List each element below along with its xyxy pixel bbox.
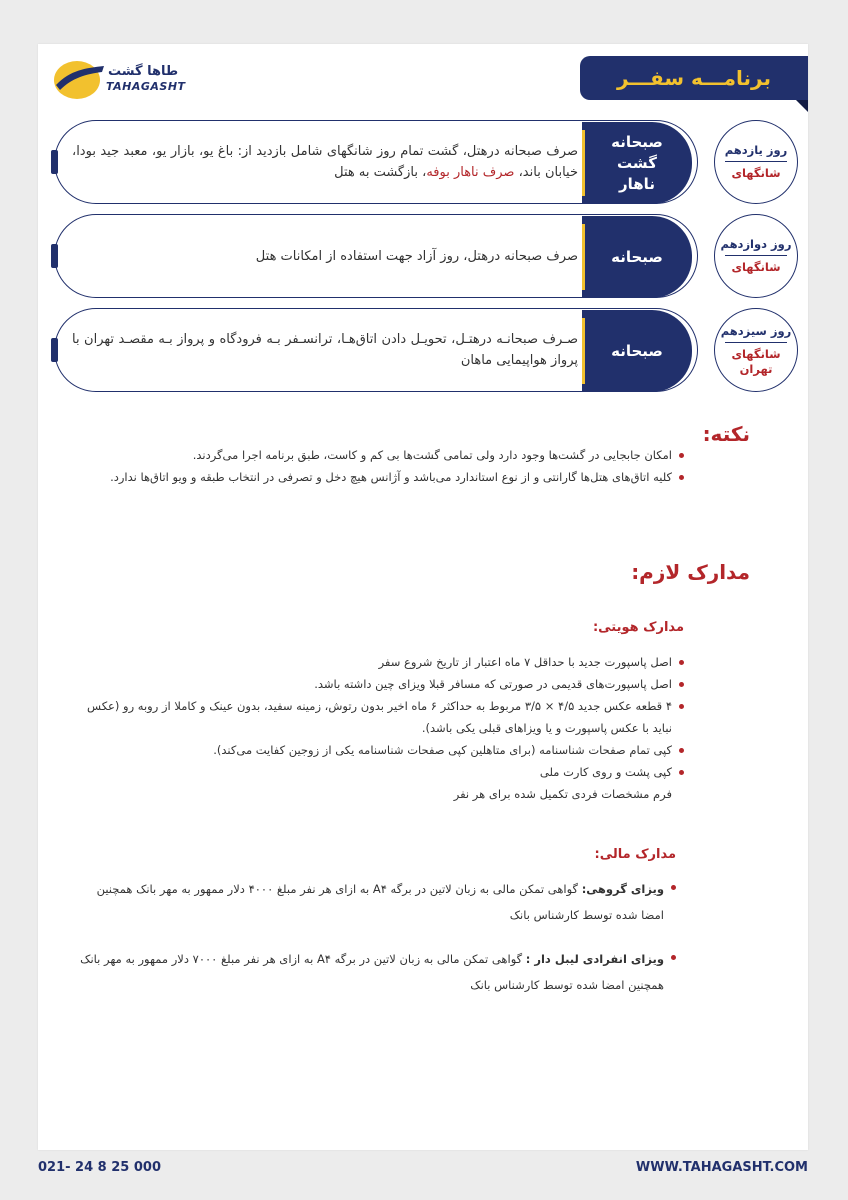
meal-text: صبحانه گشت ناهار [611,132,663,193]
footer-phone[interactable]: 021- 24 8 25 000 [38,1160,161,1175]
description-text: صرف صبحانه درهتل، گشت تمام روز شانگهای شامل بازدید از: باغ یو، بازار یو، معبد جید بودا، خیابان باند، [72,144,578,180]
day-city: شانگهای تهران [731,346,781,376]
day-city: شانگهای [731,260,781,274]
description-text-end: ، بازگشت به هتل [334,165,427,180]
identity-document-extra: فرم مشخصات فردی تکمیل شده برای هر نفر [453,787,672,801]
identity-document-item: ۴ قطعه عکس جدید ۴/۵ × ۳/۵ مربوط به حداکثر ۶ ماه اخیر بدون رتوش، زمینه سفید، بدون عینک و کاملا از روبه رو (عکس نباید با عکس پاسپورت و یا ویزاهای قبلی یکی باشد). [74,695,686,739]
day-divider [725,161,787,162]
financial-item-text: گواهی تمکن مالی به زبان لاتین در برگه A۴ به ازای هر نفر مبلغ ۴۰۰۰ دلار ممهور به مهر بانک همچنین امضا شده توسط کارشناس بانک [96,882,664,922]
financial-document-item [78,876,678,928]
identity-document-item: کپی پشت و روی کارت ملی [74,761,686,783]
financial-item-label: ویزای گروهی: [581,882,664,896]
meal-text: صبحانه [611,247,663,266]
financial-documents-list [78,876,678,998]
day-description [72,214,578,298]
day-row [50,120,808,208]
logo-mark-icon [52,58,106,102]
description-highlight: صرف ناهار بوفه [426,165,515,180]
description-text: صـرف صبحانـه درهتـل، تحویـل دادن اتاق‌هـا، ترانسـفر بـه فرودگاه و پرواز بـه مقصـد تهران با پرواز هواپیمایی ماهان [72,332,578,368]
day-label: روز یازدهم [724,143,788,157]
note-item: کلیه اتاق‌های هتل‌ها گارانتی و از نوع استاندارد می‌باشد و آژانس هیچ دخل و تصرفی در انتخاب طبقه و ویو اتاق‌ها ندارد. [66,466,686,488]
meal-text: صبحانه [611,341,663,360]
footer-website[interactable]: WWW.TAHAGASHT.COM [635,1160,808,1175]
logo-persian-text: طاها گشت [108,64,179,79]
page-title: برنامـــه سفـــر [617,66,771,90]
day-row [50,214,808,302]
logo-english-text: TAHAGASHT [106,80,186,93]
day-circle [714,214,798,298]
identity-document-item: اصل پاسپورت جدید با حداقل ۷ ماه اعتبار از تاریخ شروع سفر [74,651,686,673]
day-divider [725,342,787,343]
notes-title: نکته: [702,422,750,446]
day-divider [725,255,787,256]
financial-item-label: ویزای انفرادی لیبل دار : [525,952,664,966]
identity-documents-list [74,651,686,805]
identity-document-item: کپی تمام صفحات شناسنامه (برای متاهلین کپی صفحات شناسنامه یکی از زوجین کفایت می‌کند). [74,739,686,761]
identity-documents-title: مدارک هویتی: [592,620,684,635]
pill-tab [51,150,58,174]
financial-document-item [78,946,678,998]
day-label: روز سیزدهم [720,323,792,338]
page-title-banner [580,56,808,100]
documents-title: مدارک لازم: [631,560,750,584]
meal-badge [582,216,692,298]
financial-item-text: گواهی تمکن مالی به زبان لاتین در برگه A۴ به ازای هر نفر مبلغ ۷۰۰۰ دلار ممهور به مهر بانک همچنین امضا شده توسط کارشناس بانک [80,952,664,992]
itinerary-page [38,44,808,1150]
note-item: امکان جابجایی در گشت‌ها وجود دارد ولی تمامی گشت‌ها بی کم و کاست، طبق برنامه اجرا می‌گردند. [66,444,686,466]
day-label: روز دوازدهم [720,237,792,251]
day-description [72,308,578,392]
meal-badge [582,310,692,392]
day-circle [714,120,798,204]
pill-tab [51,244,58,268]
day-city: شانگهای [731,166,781,180]
financial-documents-title: مدارک مالی: [594,847,676,862]
day-circle [714,308,798,392]
day-row [50,308,808,396]
identity-document-item: اصل پاسپورت‌های قدیمی در صورتی که مسافر قبلا ویزای چین داشته باشد. [74,673,686,695]
tahagasht-logo[interactable] [52,58,186,102]
day-description [72,120,578,204]
pill-tab [51,338,58,362]
description-text: صرف صبحانه درهتل، روز آزاد جهت استفاده از امکانات هتل [255,248,578,264]
meal-badge [582,122,692,204]
notes-list [66,444,686,488]
